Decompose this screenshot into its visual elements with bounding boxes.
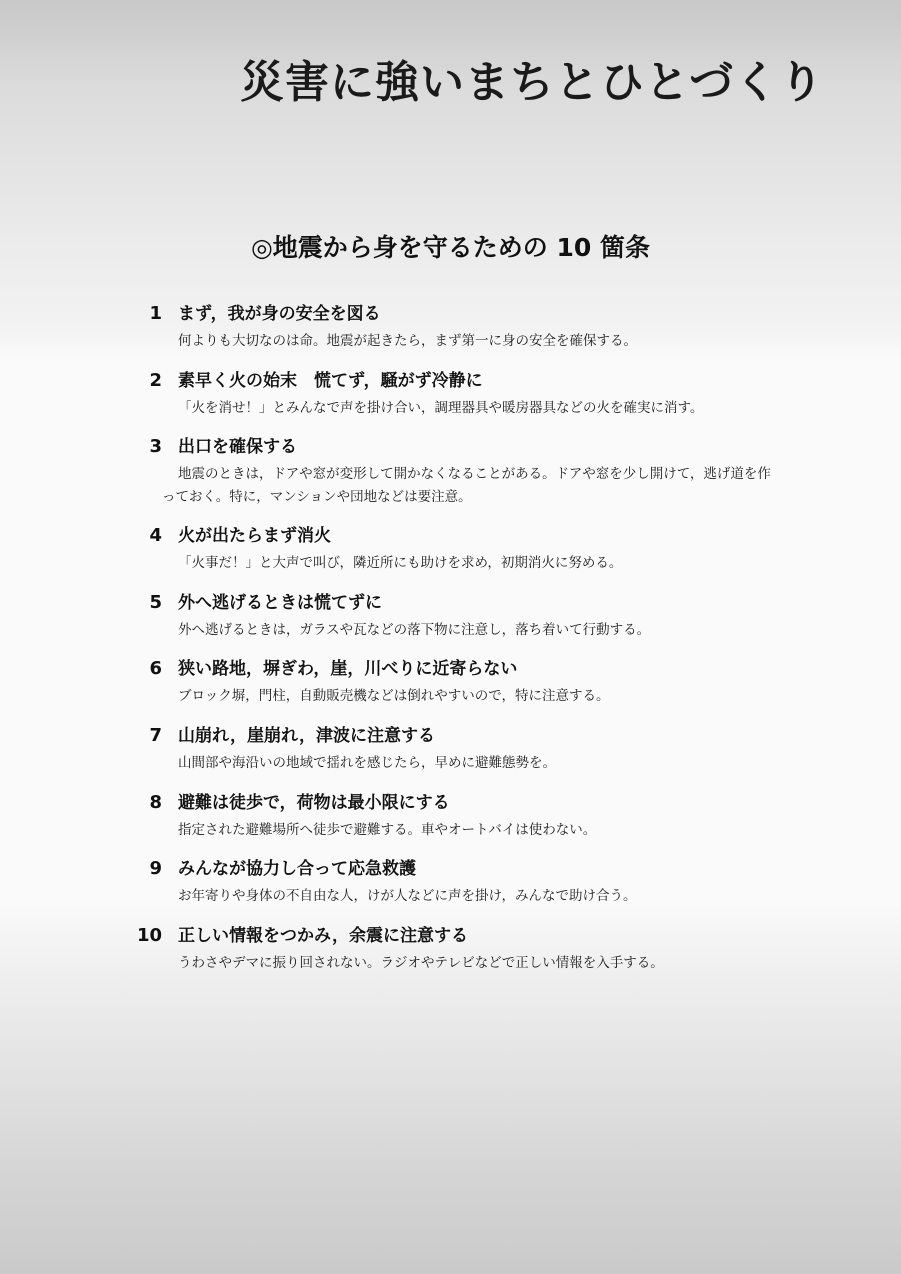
rule-number: 6 <box>149 658 162 680</box>
rule-number: 8 <box>149 791 162 813</box>
rule-heading: 出口を確保する <box>178 437 297 458</box>
rule-description: うわさやデマに振り回されない。ラジオやテレビなどで正しい情報を入手する。 <box>178 954 664 971</box>
rule-heading: 火が出たらまず消火 <box>178 526 331 547</box>
rule-heading: 狭い路地，塀ぎわ，崖，川べりに近寄らない <box>178 659 518 680</box>
rule-heading: 外へ逃げるときは慌てずに <box>178 592 382 613</box>
rule-item <box>0 591 901 658</box>
rule-number: 4 <box>149 525 162 547</box>
rule-item <box>0 657 901 724</box>
rule-item <box>0 724 901 791</box>
rule-heading: 素早く火の始末 慌てず，騒がず冷静に <box>178 370 483 391</box>
rules-list <box>0 302 901 990</box>
rule-item <box>0 924 901 991</box>
rule-description: 何よりも大切なのは命。地震が起きたら，まず第一に身の安全を確保する。 <box>178 333 637 349</box>
rule-number: 10 <box>136 924 162 946</box>
rule-description: ブロック塀，門柱，自動販売機などは倒れやすいので，特に注意する。 <box>178 688 610 705</box>
rule-description: 山間部や海沿いの地域で揺れを感じたら，早めに避難態勢を。 <box>178 754 556 771</box>
rule-item <box>0 302 901 369</box>
rule-heading: まず，我が身の安全を図る <box>178 304 381 324</box>
rule-item <box>0 791 901 858</box>
rule-number: 2 <box>149 369 162 391</box>
rule-number: 5 <box>149 591 162 613</box>
rule-description: 「火を消せ！」とみんなで声を掛け合い，調理器具や暖房器具などの火を確実に消す。 <box>178 399 704 416</box>
rule-number: 9 <box>149 858 162 880</box>
rule-heading: 正しい情報をつかみ，余震に注意する <box>178 925 469 946</box>
rule-item <box>0 435 901 524</box>
rule-description: 指定された避難場所へ徒歩で避難する。車やオートバイは使わない。 <box>178 821 597 838</box>
rule-item <box>0 857 901 924</box>
rule-heading: みんなが協力し合って応急救護 <box>178 859 416 880</box>
rule-item <box>0 369 901 436</box>
page-title: 災害に強いまちとひとづくり <box>240 57 825 108</box>
rule-description: 外へ逃げるときは，ガラスや瓦などの落下物に注意し，落ち着いて行動する。 <box>178 621 651 638</box>
rule-description: お年寄りや身体の不自由な人，けが人などに声を掛け，みんなで助け合う。 <box>178 888 637 905</box>
page-subtitle: ◎地震から身を守るための 10 箇条 <box>250 233 650 262</box>
rule-item <box>0 524 901 591</box>
rule-number: 1 <box>149 303 162 324</box>
rule-description: 「火事だ！」と大声で叫び，隣近所にも助けを求め，初期消火に努める。 <box>178 555 623 572</box>
rule-number: 3 <box>149 436 162 458</box>
rule-heading: 山崩れ，崖崩れ，津波に注意する <box>178 725 436 746</box>
rule-heading: 避難は徒歩で，荷物は最小限にする <box>178 792 450 813</box>
rule-description: 地震のときは，ドアや窓が変形して開かなくなることがある。ドアや窓を少し開けて，逃げ道を作っておく。特に，マンションや団地などは要注意。 <box>162 466 771 506</box>
rule-number: 7 <box>149 724 162 746</box>
